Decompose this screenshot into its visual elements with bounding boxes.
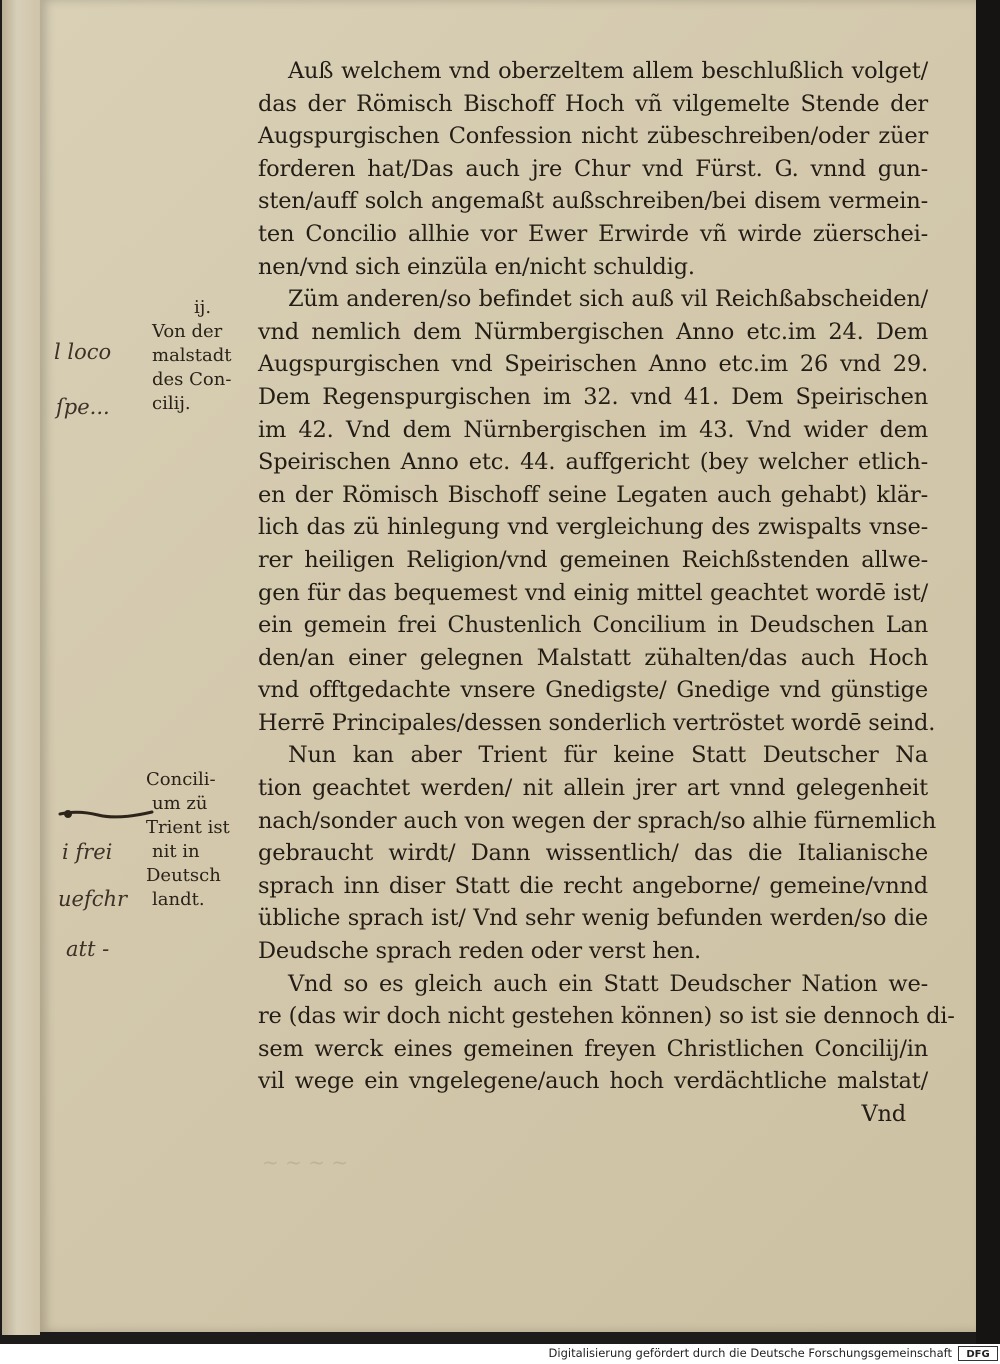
- text-line: das der Römisch Bischoff Hoch vñ vilgemelte Stende der: [258, 90, 928, 117]
- text-line: tion geachtet werden/ nit allein jrer art vnnd gelegenheit: [258, 775, 928, 802]
- margin-note-line: nit in: [152, 841, 200, 862]
- handwritten-annotation: att -: [66, 937, 110, 961]
- text-line: Vnd so es gleich auch ein Statt Deudscher Nation we-: [288, 970, 928, 997]
- text-line: den/an einer gelegnen Malstatt zühalten/das auch Hoch: [258, 644, 928, 671]
- text-line: Augspurgischen Confession nicht zübeschreiben/oder züer: [258, 123, 928, 150]
- text-line: ein gemein frei Chustenlich Concilium in Deudschen Lan: [258, 612, 928, 639]
- text-line: sten/auff solch angemaßt außschreiben/bei disem vermein-: [258, 188, 928, 215]
- page-edge: [2, 0, 40, 1335]
- margin-note-line: des Con-: [152, 369, 232, 390]
- digitization-credit: Digitalisierung gefördert durch die Deutsche Forschungsgemeinschaft: [548, 1346, 952, 1360]
- text-line: nach/sonder auch von wegen der sprach/so alhie fürnemlich: [258, 807, 937, 834]
- text-line: Speirischen Anno etc. 44. auffgericht (bey welcher etlich-: [258, 449, 928, 476]
- text-line: nen/vnd sich einzüla en/nicht schuldig.: [258, 253, 695, 280]
- text-line: vil wege ein vngelegene/auch hoch verdächtliche malstat/: [258, 1068, 928, 1095]
- text-line: Augspurgischen vnd Speirischen Anno etc.im 26 vnd 29.: [258, 351, 928, 378]
- text-line: gen für das bequemest vnd einig mittel geachtet wordē ist/: [258, 579, 928, 606]
- margin-note-line: Concili-: [146, 769, 216, 790]
- text-line: rer heiligen Religion/vnd gemeinen Reichßstenden allwe-: [258, 546, 928, 573]
- text-line: ten Concilio allhie vor Ewer Erwirde vñ wirde züerschei-: [258, 220, 928, 247]
- text-line: Herrē Principales/dessen sonderlich vertröstet wordē seind.: [258, 709, 936, 736]
- text-line: Deudsche sprach reden oder verst hen.: [258, 938, 701, 965]
- show-through-text: ~ ~ ~ ~: [262, 1150, 349, 1174]
- handwritten-stroke-icon: [58, 806, 154, 820]
- handwritten-annotation: uefchr: [58, 887, 128, 911]
- margin-note-line: ij.: [194, 297, 212, 318]
- catchword: Vnd: [861, 1101, 906, 1127]
- text-line: Nun kan aber Trient für keine Statt Deutscher Na: [288, 742, 928, 769]
- text-line: Dem Regenspurgischen im 32. vnd 41. Dem Speirischen: [258, 383, 928, 410]
- text-line: vnd offtgedachte vnsere Gnedigste/ Gnedige vnd günstige: [258, 677, 928, 704]
- text-line: sprach inn diser Statt die recht angeborne/ gemeine/vnnd: [258, 872, 928, 899]
- margin-note-line: Deutsch: [146, 865, 221, 886]
- text-line: Auß welchem vnd oberzeltem allem beschlußlich volget/: [288, 58, 928, 84]
- text-line: en der Römisch Bischoff seine Legaten auch gehabt) klär-: [258, 481, 928, 508]
- text-line: vnd nemlich dem Nürmbergischen Anno etc.im 24. Dem: [258, 318, 928, 345]
- text-line: forderen hat/Das auch jre Chur vnd Fürst. G. vnnd gun-: [258, 155, 928, 182]
- margin-note-line: cilij.: [152, 393, 191, 414]
- handwritten-annotation: ſpe...: [56, 395, 110, 419]
- margin-note-trient: [146, 768, 230, 912]
- handwritten-annotation: i frei: [62, 840, 113, 864]
- text-line: sem werck eines gemeinen freyen Christlichen Concilij/in: [258, 1035, 928, 1062]
- margin-note-line: landt.: [152, 889, 205, 910]
- margin-note-line: malstadt: [152, 345, 232, 366]
- margin-note-line: Trient ist: [146, 817, 230, 838]
- margin-note-line: um zü: [152, 793, 208, 814]
- dfg-logo: DFG: [958, 1346, 998, 1361]
- text-line: Züm anderen/so befindet sich auß vil Reichßabscheiden/: [288, 286, 928, 313]
- margin-note-malstadt: [152, 296, 232, 416]
- text-line: re (das wir doch nicht gestehen können) so ist sie dennoch di-: [258, 1003, 955, 1030]
- handwritten-annotation: l loco: [54, 340, 112, 364]
- text-line: gebraucht wirdt/ Dann wissentlich/ das die Italianische: [258, 840, 928, 867]
- main-text-block: [258, 55, 955, 1131]
- text-line: übliche sprach ist/ Vnd sehr wenig befunden werden/so die: [258, 905, 928, 932]
- text-line: lich das zü hinlegung vnd vergleichung des zwispalts vnse-: [258, 514, 928, 541]
- margin-note-line: Von der: [152, 321, 223, 342]
- text-line: im 42. Vnd dem Nürnbergischen im 43. Vnd wider dem: [258, 416, 928, 443]
- scan-border: [976, 0, 1000, 1344]
